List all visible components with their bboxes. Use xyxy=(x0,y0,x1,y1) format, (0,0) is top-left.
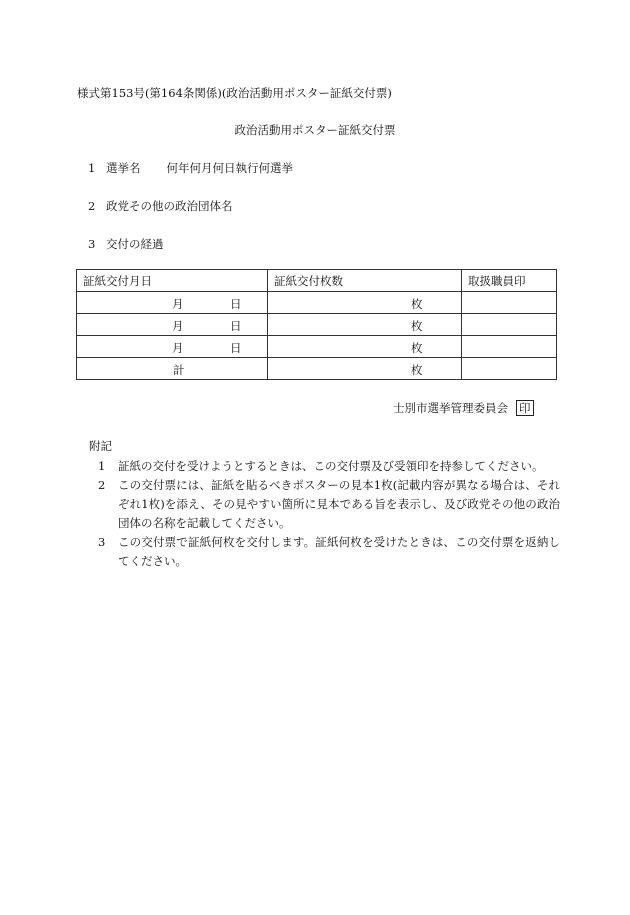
item-label: 交付の経過 xyxy=(106,237,164,251)
item-number: 2 xyxy=(88,199,96,213)
committee-signature xyxy=(393,400,534,416)
document-title: 政治活動用ポスター証紙交付票 xyxy=(234,123,396,137)
count-cell xyxy=(268,314,462,336)
form-number: 様式第153号(第164条関係)(政治活動用ポスター証紙交付票) xyxy=(77,86,392,100)
item-value: 何年何月何日執行何選挙 xyxy=(166,161,293,175)
item-number: 3 xyxy=(88,237,96,251)
month-label: 月 xyxy=(172,297,184,311)
day-label: 日 xyxy=(230,297,242,311)
count-cell xyxy=(268,292,462,314)
count-cell xyxy=(268,358,462,380)
seal-cell xyxy=(462,292,557,314)
header-staff-seal: 取扱職員印 xyxy=(462,270,557,292)
day-label: 日 xyxy=(230,319,242,333)
date-cell xyxy=(77,292,268,314)
note-text: この交付票には、証紙を貼るべきポスターの見本1枚(記載内容が異なる場合は、それぞれ1枚)を添え、その見やすい箇所に見本である旨を表示し、及び政党その他の政治団体の名称を記載してください。 xyxy=(118,478,560,530)
count-cell xyxy=(268,336,462,358)
total-label: 計 xyxy=(173,363,185,377)
month-label: 月 xyxy=(172,341,184,355)
total-cell xyxy=(77,358,268,380)
table-total-row xyxy=(77,358,557,380)
item-issuance-history xyxy=(88,236,164,252)
table-row xyxy=(77,292,557,314)
table-header-row xyxy=(77,270,557,292)
seal-mark: 印 xyxy=(516,400,534,416)
item-number: 1 xyxy=(88,161,96,175)
note-text: 証紙の交付を受けようとするときは、この交付票及び受領印を持参してください。 xyxy=(118,459,544,473)
issuance-table xyxy=(76,269,557,380)
note-text: この交付票で証紙何枚を交付します。証紙何枚を受けたときは、この交付票を返納してください。 xyxy=(118,535,560,568)
sheet-unit: 枚 xyxy=(411,319,423,333)
note-number: 1 xyxy=(98,459,106,473)
item-election-name xyxy=(88,160,293,176)
sheet-unit: 枚 xyxy=(411,363,423,377)
table-row xyxy=(77,314,557,336)
committee-name: 士別市選挙管理委員会 xyxy=(393,401,508,415)
month-label: 月 xyxy=(172,319,184,333)
note-number: 2 xyxy=(98,478,106,492)
table-row xyxy=(77,336,557,358)
notes-heading: 附記 xyxy=(89,439,112,453)
note-item xyxy=(98,457,560,476)
item-label: 選挙名 xyxy=(106,161,141,175)
note-item xyxy=(98,476,560,533)
date-cell xyxy=(77,314,268,336)
header-issue-count: 証紙交付枚数 xyxy=(268,270,462,292)
note-number: 3 xyxy=(98,535,106,549)
sheet-unit: 枚 xyxy=(411,297,423,311)
seal-cell xyxy=(462,336,557,358)
item-party-name xyxy=(88,198,233,214)
item-label: 政党その他の政治団体名 xyxy=(106,199,233,213)
note-item xyxy=(98,533,560,571)
sheet-unit: 枚 xyxy=(411,341,423,355)
seal-cell xyxy=(462,314,557,336)
header-issue-date: 証紙交付月日 xyxy=(77,270,268,292)
day-label: 日 xyxy=(230,341,242,355)
seal-cell xyxy=(462,358,557,380)
date-cell xyxy=(77,336,268,358)
